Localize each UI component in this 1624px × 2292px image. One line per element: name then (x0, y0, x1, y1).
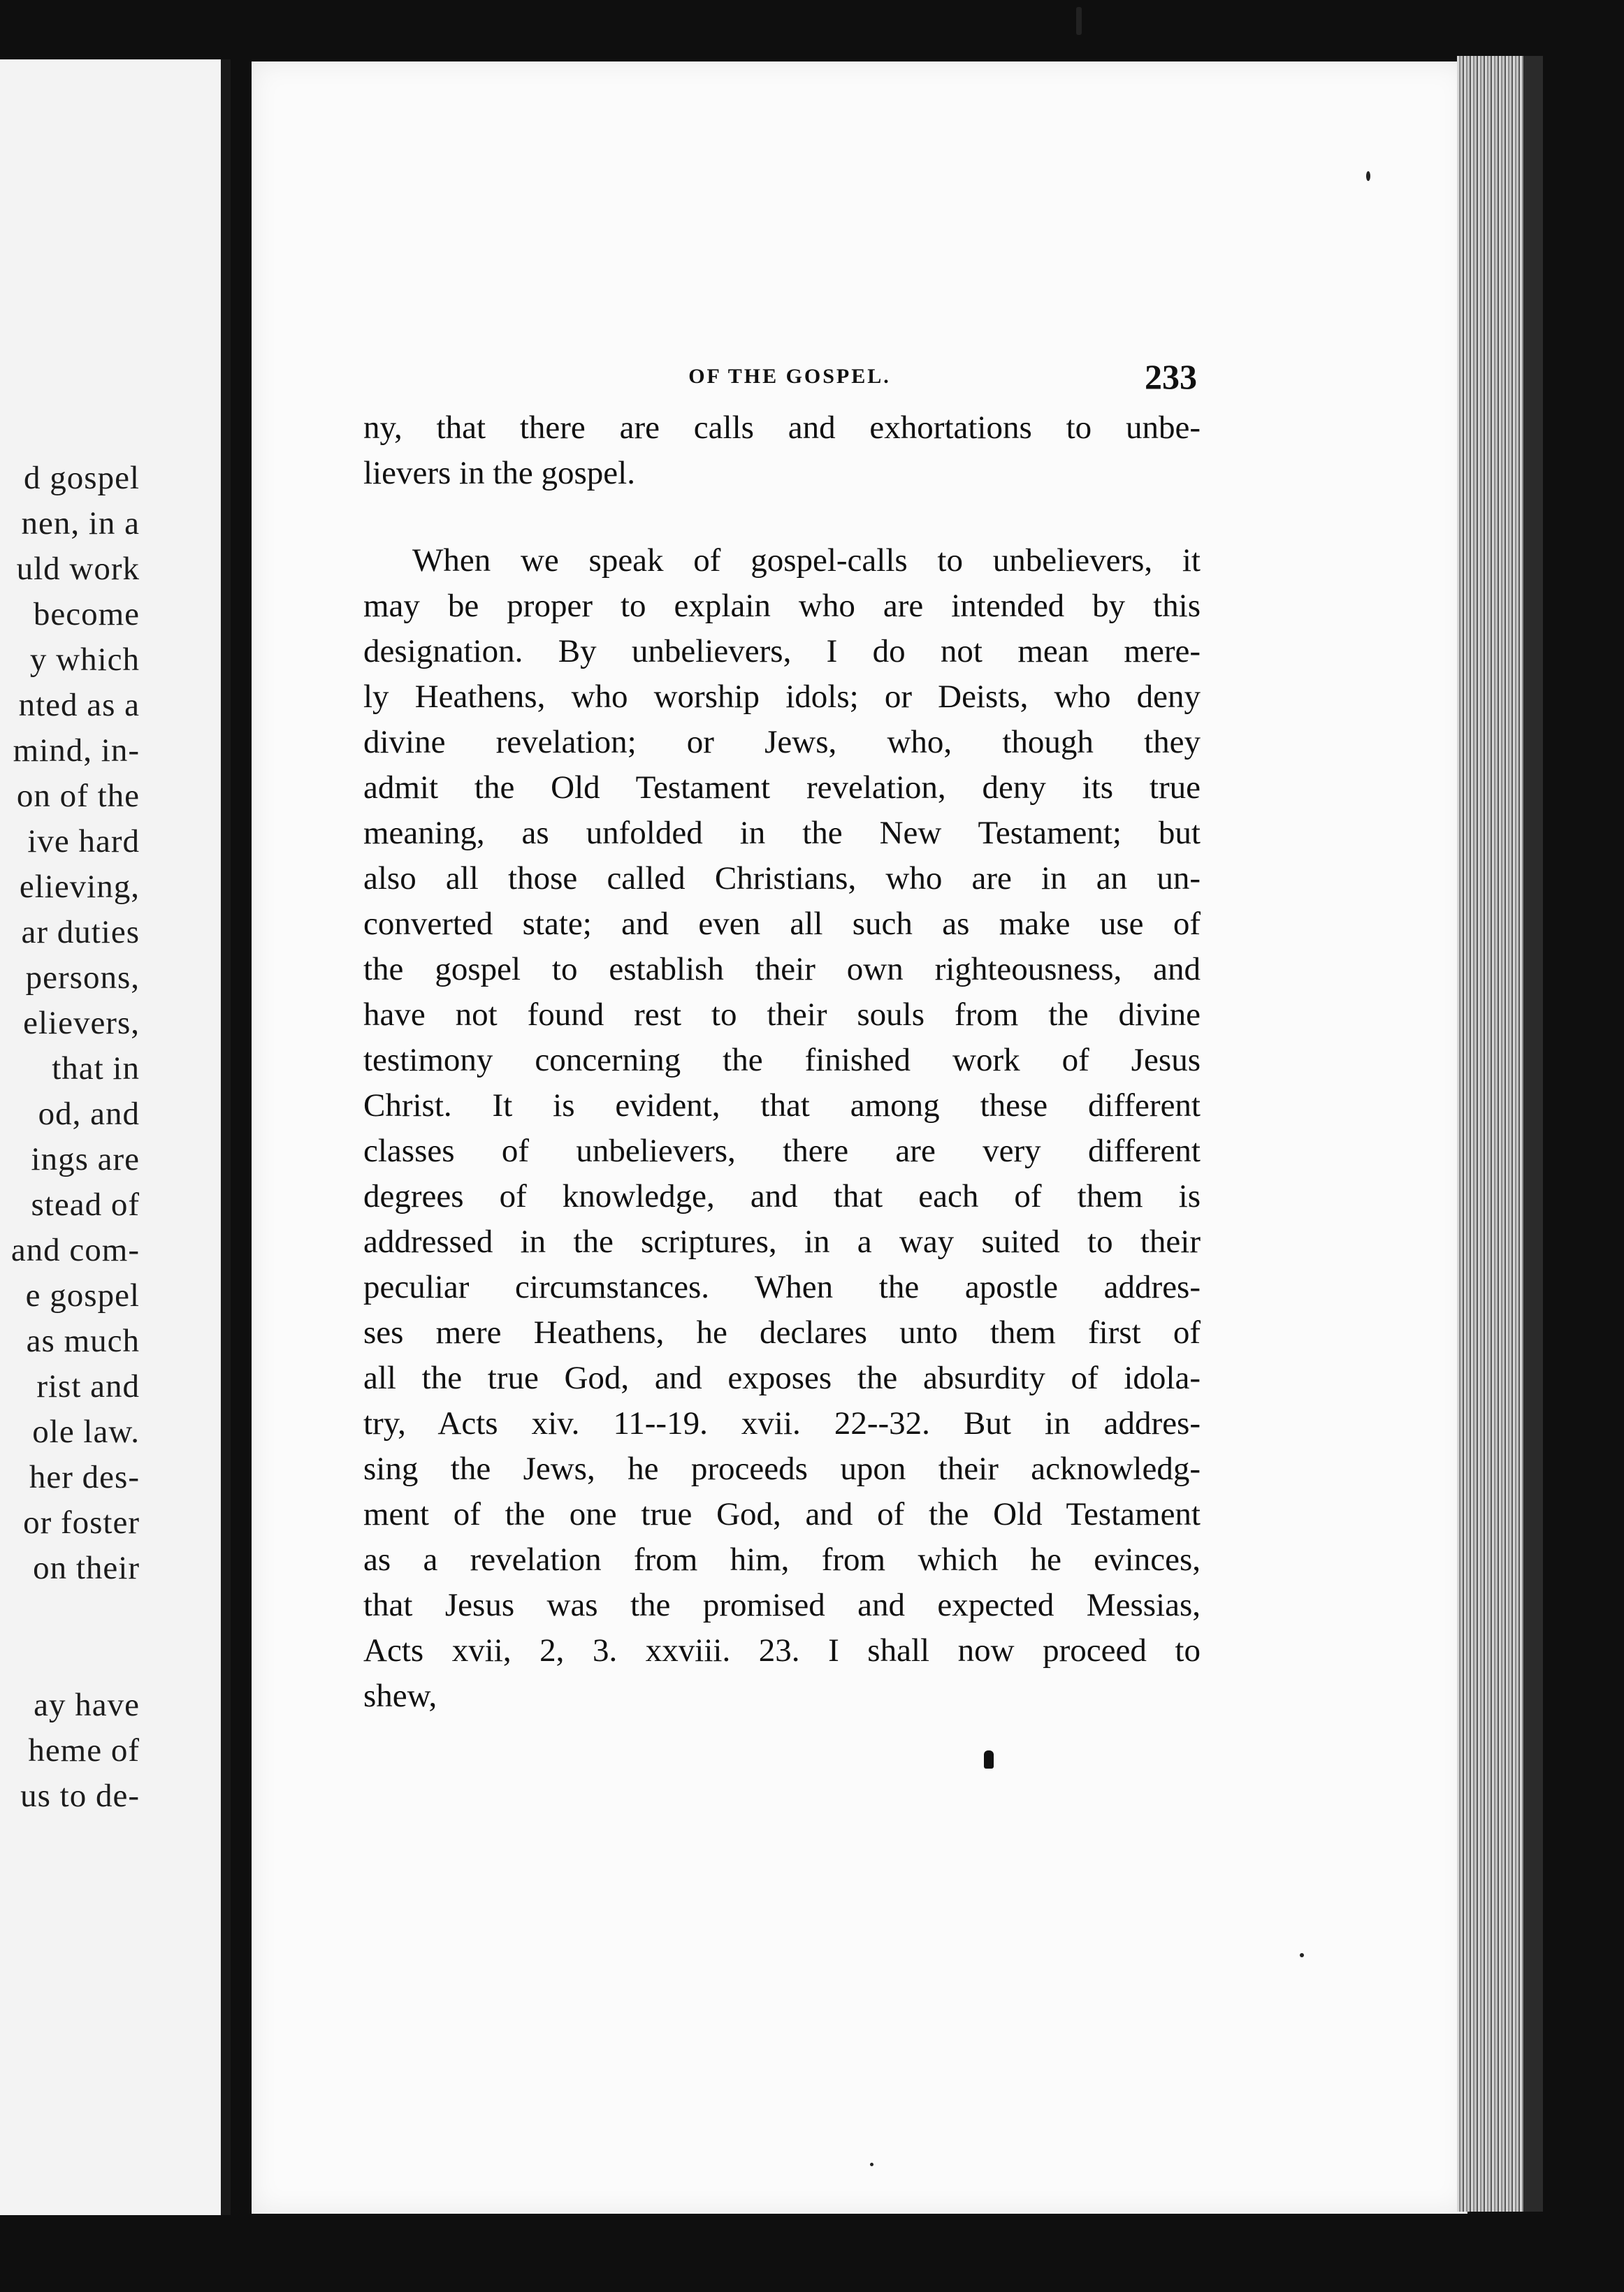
scan-speck (1300, 1953, 1304, 1957)
text-line: lievers in the gospel. (363, 455, 635, 491)
left-page-line: us to de- (20, 1778, 140, 1814)
left-page-line: on of the (16, 778, 140, 814)
text-line: When we speak of gospel-calls to unbelievers, it (412, 542, 1201, 579)
text-line: testimony concerning the finished work of Jesus (363, 1042, 1201, 1078)
scan-speck (870, 2163, 873, 2166)
left-page-line: that in (52, 1050, 140, 1087)
scan-speck (1366, 171, 1370, 181)
left-page-line: d gospel (24, 460, 140, 496)
text-line: try, Acts xiv. 11--19. xvii. 22--32. But in addres- (363, 1405, 1201, 1442)
left-page-line: and com- (10, 1232, 140, 1268)
text-line: divine revelation; or Jews, who, though they (363, 724, 1201, 760)
text-line: admit the Old Testament revelation, deny its true (363, 769, 1201, 806)
left-page-line: on their (33, 1550, 140, 1586)
left-page-line: od, and (38, 1096, 140, 1132)
book-gutter (221, 59, 231, 2215)
left-page-line: stead of (31, 1187, 140, 1223)
left-page-line: e gospel (25, 1277, 140, 1314)
left-page-line: her des- (29, 1459, 140, 1495)
running-head: OF THE GOSPEL. (688, 365, 891, 388)
left-page-line: nen, in a (21, 505, 140, 542)
left-page-line: elievers, (23, 1005, 140, 1041)
left-page-line: mind, in- (13, 732, 140, 769)
text-line: addressed in the scriptures, in a way suited to their (363, 1224, 1201, 1260)
text-line: have not found rest to their souls from the divine (363, 996, 1201, 1033)
text-line: degrees of knowledge, and that each of them is (363, 1178, 1201, 1214)
left-page-line: ole law. (32, 1414, 140, 1450)
text-line: ment of the one true God, and of the Old Testament (363, 1496, 1201, 1532)
left-page (0, 59, 231, 2215)
signature-mark (984, 1750, 994, 1769)
text-line: Acts xvii, 2, 3. xxviii. 23. I shall now proceed to (363, 1632, 1201, 1669)
text-line: peculiar circumstances. When the apostle addres- (363, 1269, 1201, 1305)
left-page-line: ay have (34, 1687, 140, 1723)
text-line: that Jesus was the promised and expected Messias, (363, 1587, 1201, 1623)
left-page-line: become (33, 596, 140, 632)
text-line: shew, (363, 1678, 437, 1714)
book-cover-edge (1523, 56, 1543, 2212)
left-page-line: ive hard (27, 823, 140, 860)
text-line: classes of unbelievers, there are very different (363, 1133, 1201, 1169)
left-page-line: heme of (28, 1732, 140, 1769)
left-page-line: persons, (25, 959, 140, 996)
text-line: the gospel to establish their own righteousness, and (363, 951, 1201, 987)
text-line: converted state; and even all such as make use of (363, 906, 1201, 942)
page-number: 233 (1145, 357, 1197, 396)
left-page-line: ar duties (21, 914, 140, 950)
left-page-line: elieving, (19, 869, 140, 905)
text-line: Christ. It is evident, that among these different (363, 1087, 1201, 1124)
left-page-line: uld work (16, 551, 140, 587)
text-line: may be proper to explain who are intended by this (363, 588, 1201, 624)
left-page-line: as much (26, 1323, 140, 1359)
left-page-line: rist and (36, 1368, 140, 1405)
text-line: meaning, as unfolded in the New Testament; but (363, 815, 1201, 851)
left-page-line: ings are (31, 1141, 140, 1177)
text-line: designation. By unbelievers, I do not mean mere- (363, 633, 1201, 669)
text-line: as a revelation from him, from which he evinces, (363, 1542, 1201, 1578)
text-line: ly Heathens, who worship idols; or Deists, who deny (363, 679, 1201, 715)
scan-speck (1076, 7, 1082, 35)
text-line: ny, that there are calls and exhortations to unbe- (363, 409, 1201, 446)
left-page-line: y which (29, 641, 140, 678)
page-edges (1457, 56, 1523, 2212)
left-page-line: nted as a (18, 687, 140, 723)
text-line: sing the Jews, he proceeds upon their acknowledg- (363, 1451, 1201, 1487)
left-page-line: or foster (23, 1504, 140, 1541)
text-line: all the true God, and exposes the absurdity of idola- (363, 1360, 1201, 1396)
text-line: ses mere Heathens, he declares unto them first of (363, 1314, 1201, 1351)
text-line: also all those called Christians, who are in an un- (363, 860, 1201, 897)
